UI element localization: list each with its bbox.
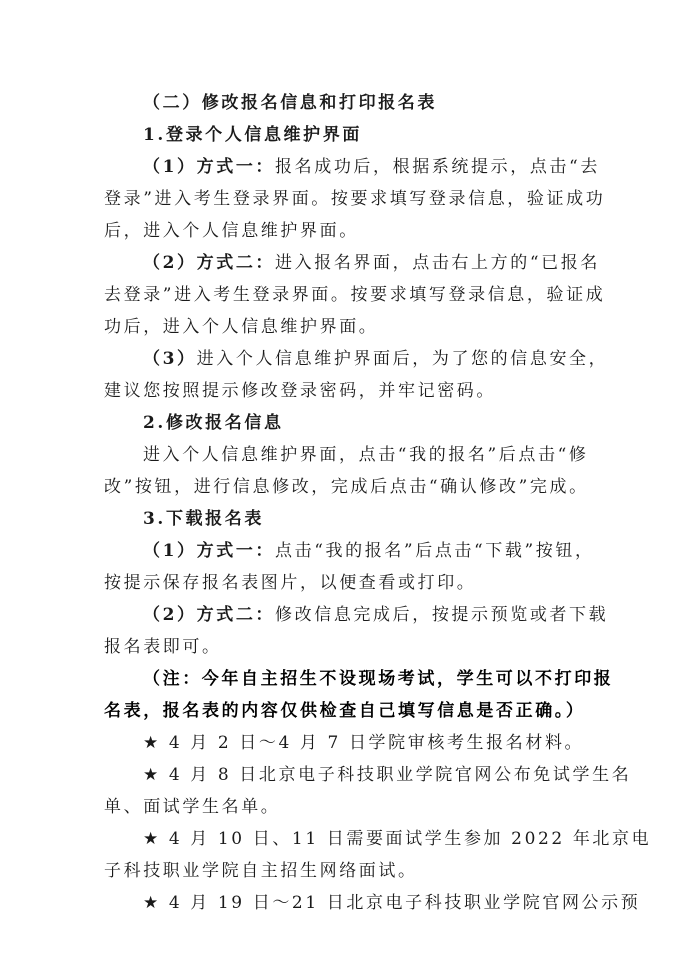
s3-method-2-text: 修改信息完成后，按提示预览或者下载 (275, 605, 609, 625)
star-icon: ★ (143, 893, 161, 913)
s3-method-1-line-2: 按提示保存报名表图片，以便查看或打印。 (104, 573, 477, 593)
schedule-item-2-text: 4 月 8 日北京电子科技职业学院官网公布免试学生名 (168, 765, 632, 785)
s1-method-1-line-3: 后，进入个人信息维护界面。 (104, 221, 359, 241)
schedule-item-4 (143, 892, 663, 914)
note-line-2: 名表，报名表的内容仅供检查自己填写信息是否正确。） (104, 701, 586, 721)
schedule-item-4-text: 4 月 19 日～21 日北京电子科技职业学院官网公示预 (168, 893, 641, 913)
s1-method-2-text: 进入报名界面，点击右上方的“已报名 (275, 253, 600, 273)
subsection-heading-1: 1.登录个人信息维护界面 (143, 125, 362, 145)
schedule-item-3-line-2: 子科技职业学院自主招生网络面试。 (104, 861, 418, 881)
s3-method-2-line-2: 报名表即可。 (104, 637, 222, 657)
schedule-item-2 (143, 764, 663, 786)
schedule-item-3 (143, 828, 663, 850)
star-icon: ★ (143, 765, 161, 785)
s1-item-3-first-line (143, 348, 663, 370)
s2-line-1: 进入个人信息维护界面，点击“我的报名”后点击“修 (143, 445, 589, 465)
s3-method-2-first-line (143, 604, 663, 626)
s1-item-3-label: （3） (143, 349, 197, 369)
s1-method-2-line-3: 功后，进入个人信息维护界面。 (104, 317, 379, 337)
section-title: （二）修改报名信息和打印报名表 (143, 93, 437, 113)
schedule-item-2-line-2: 单、面试学生名单。 (104, 797, 281, 817)
note-line-1: （注：今年自主招生不设现场考试，学生可以不打印报 (143, 669, 614, 689)
s1-item-3-text: 进入个人信息维护界面后，为了您的信息安全， (196, 349, 609, 369)
s3-method-1-first-line (143, 540, 663, 562)
s3-method-2-label: （2）方式二： (143, 605, 276, 625)
s1-method-1-label: （1）方式一： (143, 157, 276, 177)
schedule-item-1-text: 4 月 2 日～4 月 7 日学院审核考生报名材料。 (168, 733, 585, 753)
s1-method-1-line-2: 登录”进入考生登录界面。按要求填写登录信息，验证成功 (104, 189, 606, 209)
s3-method-1-text: 点击“我的报名”后点击“下载”按钮， (275, 541, 595, 561)
s3-method-1-label: （1）方式一： (143, 541, 276, 561)
schedule-item-3-text: 4 月 10 日、11 日需要面试学生参加 2022 年北京电 (168, 829, 652, 849)
s1-method-1-first-line (143, 156, 663, 178)
star-icon: ★ (143, 733, 161, 753)
subsection-heading-2: 2.修改报名信息 (143, 413, 284, 433)
s1-method-2-line-2: 去登录”进入考生登录界面。按要求填写登录信息，验证成 (104, 285, 606, 305)
s1-method-2-first-line (143, 252, 663, 274)
s1-item-3-line-2: 建议您按照提示修改登录密码，并牢记密码。 (104, 381, 496, 401)
s2-line-2: 改”按钮，进行信息修改，完成后点击“确认修改”完成。 (104, 477, 589, 497)
subsection-heading-3: 3.下载报名表 (143, 509, 264, 529)
schedule-item-1 (143, 732, 663, 754)
s1-method-2-label: （2）方式二： (143, 253, 276, 273)
star-icon: ★ (143, 829, 161, 849)
s1-method-1-text: 报名成功后，根据系统提示，点击“去 (275, 157, 600, 177)
